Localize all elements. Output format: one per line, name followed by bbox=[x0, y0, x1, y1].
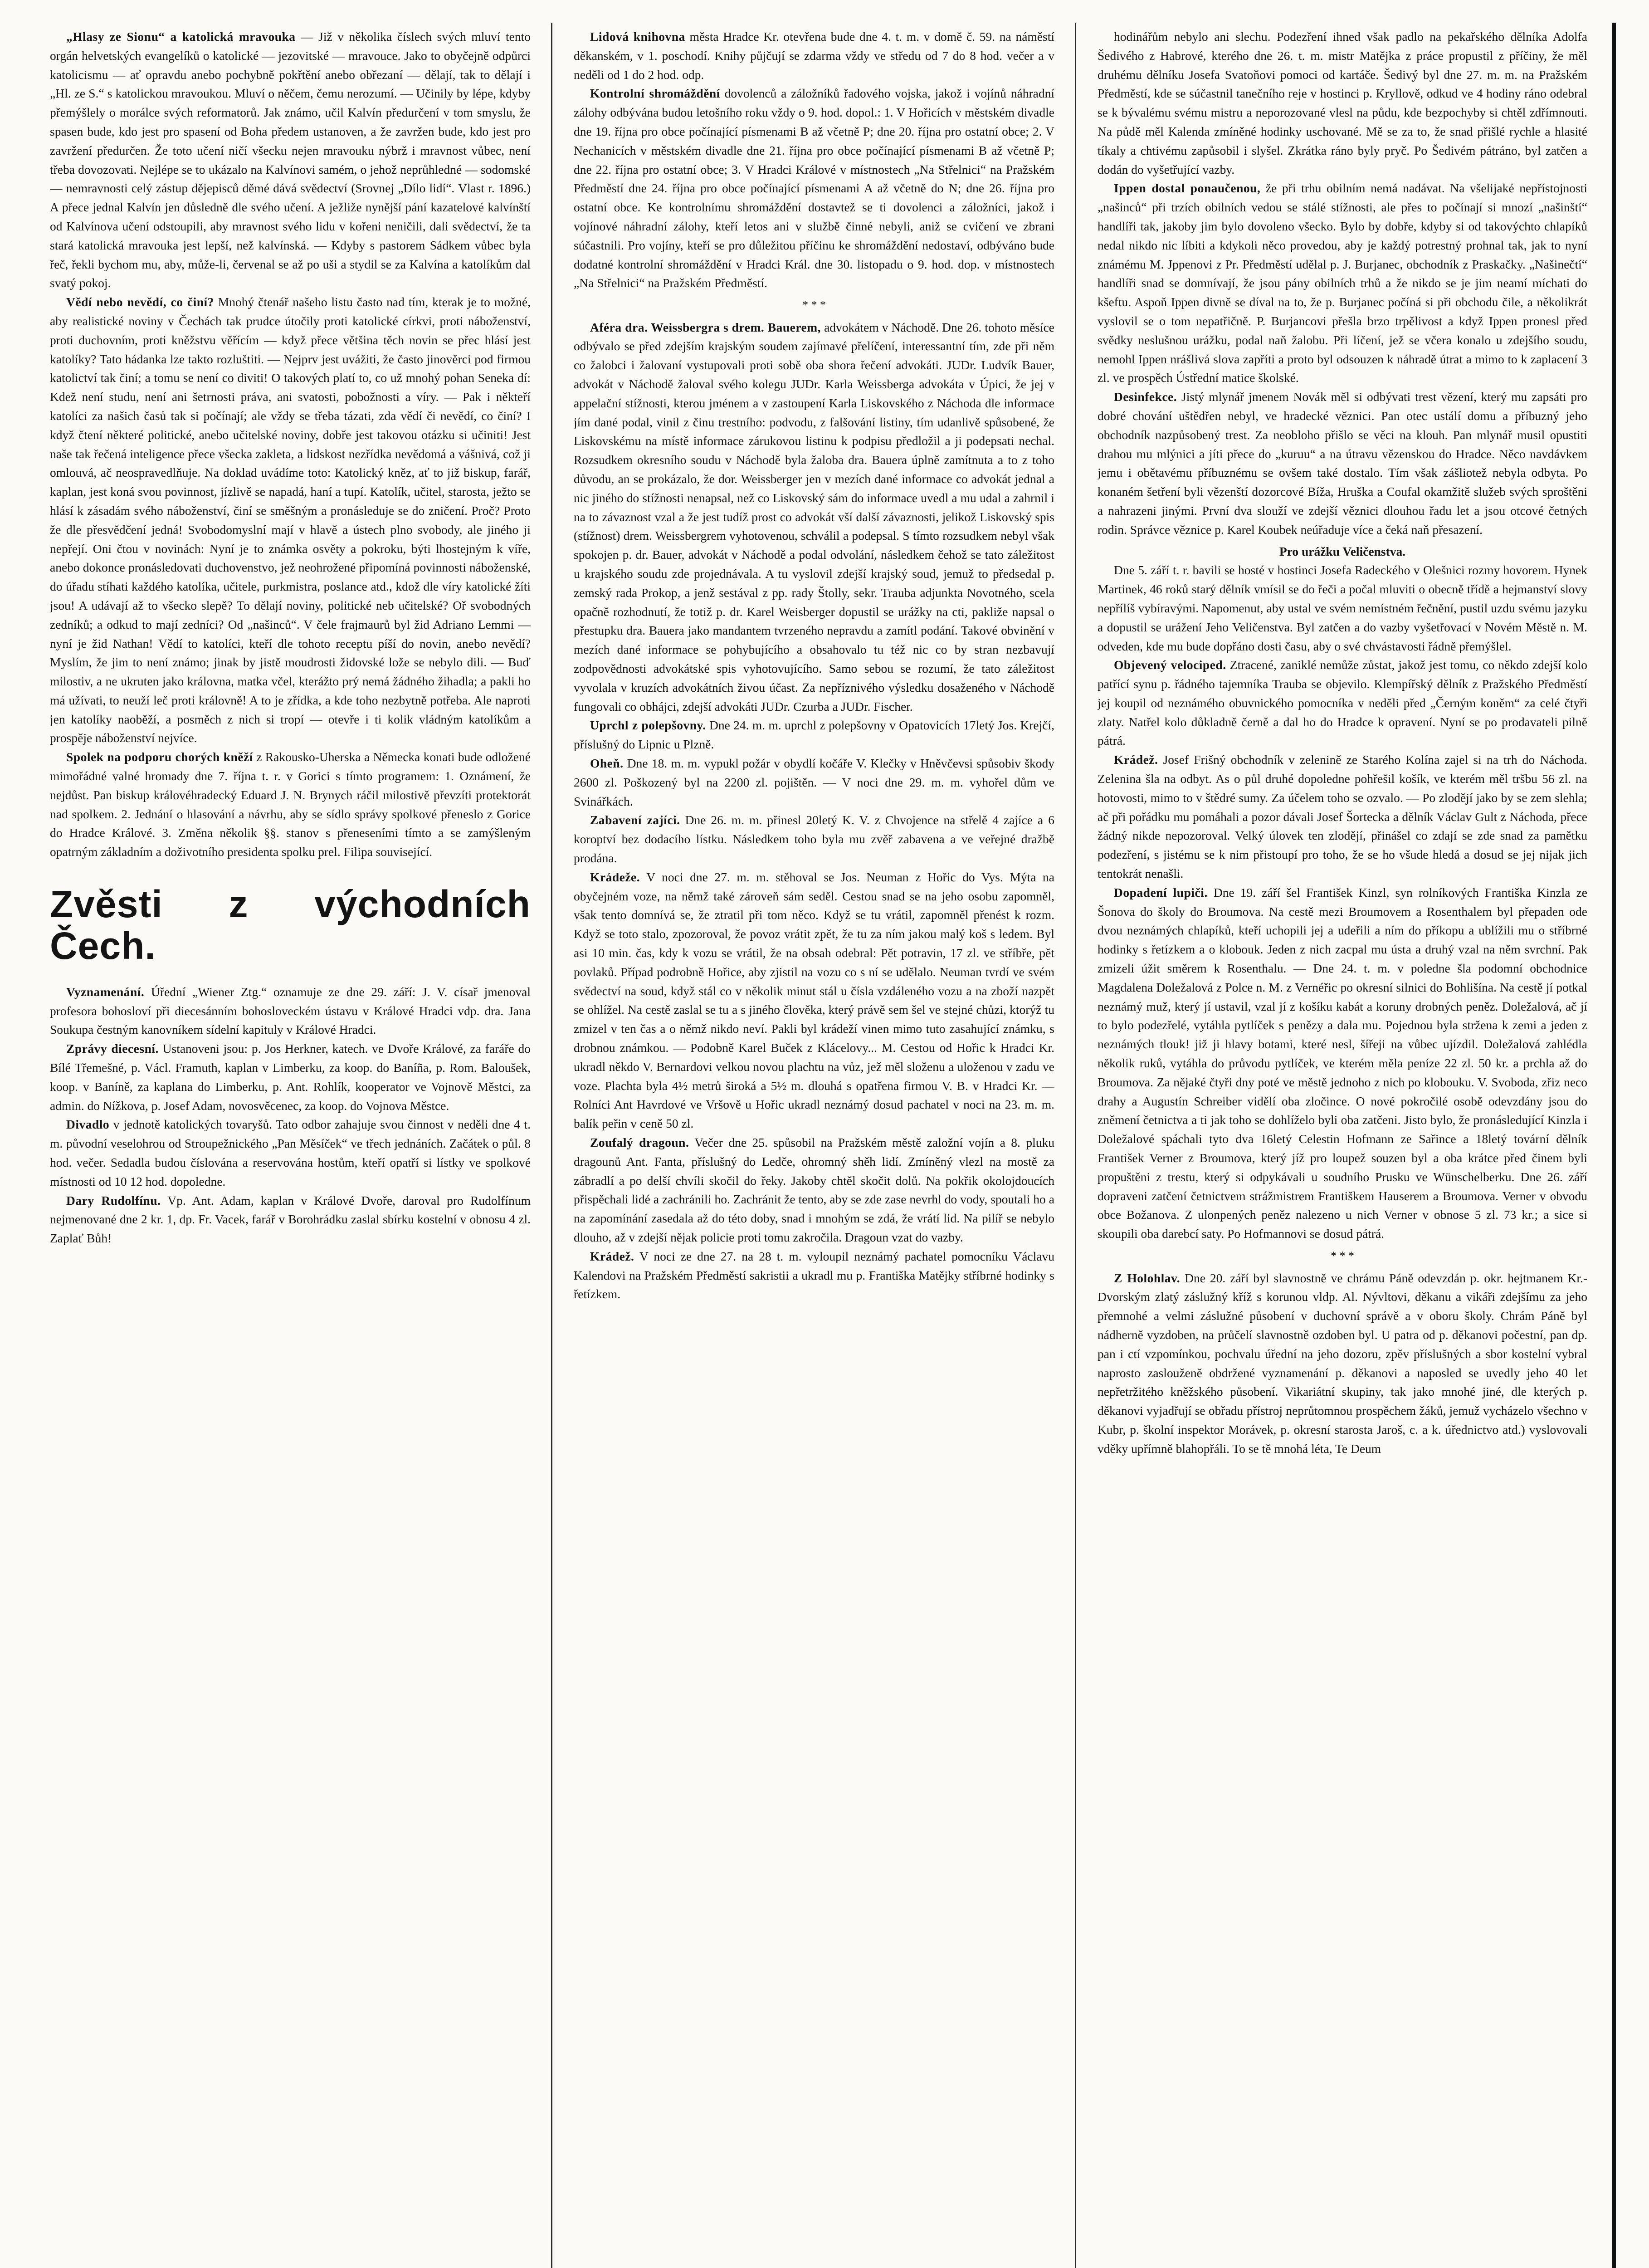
article-headline: Zabavení zajíci. bbox=[590, 813, 680, 827]
article-paragraph bbox=[1098, 750, 1587, 883]
column-rule bbox=[1075, 23, 1076, 2268]
article-body: V noci dne 27. m. m. stěhoval se Jos. Neuman z Hořic do Vys. Mýta na obyčejném voze, na němž také zároveň sám seděl. Cestou snad se na jeho osobu zapomněl, však tento domnívá se, že ztratil při tom něco. Když se tu vrátil, zapomněl přenést k rozm. Když se toto stalo, zpozoroval, že povoz vrátit zpět, že tu za ním jakou malý koš s ledem. Byl asi 10 min. čas, kdy k vozu se vrátil, že na obsah odebral: Pět potravin, 17 zl. ve stříbře, pět povlaků. Případ podrobně Hořice, aby zjistil na vozu co s ní se udělalo. Neuman tvrdí ve svém svědectví na soud, když stál co v několik minut stál u čísla vzdáleného vozu a na zboží nazpět se ohlížel. Na cestě zaslal se tu a s jiného člověka, který právě sem šel ve stejné chůzi, ktorýž tu zmizel v ten čas a o němž nikdo neví. Pakli byl krádeží vinen mimo tuto zasahující známku, s drobnou známkou. — Podobně Karel Buček z Klácelovy... M. Cestou od Hořic k Hradci Kr. ukradl někdo V. Bernardovi velkou novou plachtu na vůz, jež měl složenu a uloženou v zadu ve voze. Plachta byla 4½ metrů široká a 5½ m. dlouhá s opatřena firmou V. B. v Hradci Kr. — Rolníci Ant Havrdové ve Vršově u Hořic ukradl neznámý dosud pachatel v noci na 23. m. m. balík peřin v ceně 50 zl. bbox=[574, 870, 1054, 1131]
text-column-2 bbox=[574, 27, 1054, 2268]
article-body: města Hradce Kr. otevřena bude dne 4. t. m. v domě č. 59. na náměstí děkanském, v 1. poschodí. Knihy půjčují se zdarma vždy ve středu od 7 do 8 hod. večer a v neděli od 1 do 2 hod. odp. bbox=[574, 29, 1054, 82]
article-paragraph bbox=[50, 1039, 531, 1115]
article-headline: Aféra dra. Weissbergra s drem. Bauerem, bbox=[590, 320, 821, 334]
article-headline: Krádež. bbox=[1114, 753, 1158, 767]
article-subhead: Pro urážku Veličenstva. bbox=[1279, 544, 1406, 558]
article-body: advokátem v Náchodě. Dne 26. tohoto měsíce odbývalo se před zdejším krajským soudem zajímavé přelíčení, interessantní tím, zde při něm co žalobci i žalovaní vystupovali proti sobě oba shora řečení advokáti. JUDr. Ludvík Bauer, advokát v Náchodě žaloval svého kolegu JUDr. Karla Weissberga advokáta v Úpici, že jej v appelační stížnosti, kterou jménem a v zastoupení Karla Liskovského z Náchoda dle informace jím dané podal, vinil z činu trestního: podvodu, z falšování listiny, tím udanlivě spůsobené, že Liskovskému na místě informace zárukovou listinu k podpisu předložil a ji podepsati nechal. Rozsudkem okresního soudu v Náchodě byla žaloba dra. Bauera úplně zamítnuta a to z toho důvodu, an se prokázalo, že dor. Weissberger jen v mezích dané informace co advokát jednal a nic jiného do stížnosti nenapsal, než co Liskovský sám do informace uvedl a mu udal a zahrnil i na to závaznost vzal a že jest tudíž prost co advokát vší další závaznosti, jelikož Liskovský spis (stížnost) drem. Weissbergrem vyhotovenou, schválil a podepsal. S tímto rozsudkem nebyl však spokojen p. dr. Bauer, advokát v Náchodě a podal odvolání, následkem čehož se tato záležitost u krajského soudu zde projednávala. A tu vyslovil zdejší krajský soud, jemuž to předsedal p. zemský rada Prokop, a jenž sestával z pp. rady Štolly, sekr. Trauba adjunkta Novotného, scela opačně rozhodnutí, že totiž p. dr. Karel Weisberger dopustil se urážky na cti, pakliže napsal o přestupku dra. Bauera jako mandantem tvrzeného nepravdu a zamítl podání. Takové obvinění v mezích dané informace se pohybujícího a obsahovalo tu též nic co by stran nezbavují zodpovědnosti advokátské spis vyhotovujícího. Samo sebou se rozumí, že tato záležitost vyvolala v kruzích advokátních živou účast. Za nepříznivého výsledku dosaženého v Náchodě fungovali co obhájci, zdejší advokáti JUDr. Czurba a JUDr. Fischer. bbox=[574, 320, 1054, 714]
section-title: Zvěsti z východních Čech. bbox=[50, 883, 531, 968]
article-headline: Ippen dostal ponaučenou, bbox=[1114, 181, 1261, 196]
article-paragraph bbox=[1098, 179, 1587, 387]
column-rule bbox=[551, 23, 552, 2268]
article-body: — Již v několika číslech svých mluví tento orgán helvetských evangelíků o katolické — jezovitské — mravouce. Jako to obyčejně odpůrci katolicismu — ať opravdu anebo pochybně pokřtění anebo obřezaní — dělají, tak to dělají i „Hl. ze S.“ s katolickou mravoukou. Mluví o něčem, čemu nerozumí. — Učinily by lépe, kdyby přemýšlely o morálce svých reformatorů. Jak známo, učil Kalvín předurčení v tom smyslu, že spasen bude, kdo jest pro spasení od Boha předem ustanoven, a že zavržen bude, kdo jest pro zavržení předurčen. Že toto učení ničí všecku nejen mravouku nýbrž i mravnost vůbec, není třeba dovozovati. Nejlépe se to ukázalo na Kalvínovi samém, o jehož neprůhledné — sodomské — nemravnosti celý zástup dějepisců děmé dává svědectví (Srovnej „Dílo lidí“. Vlast r. 1896.) A přece jednal Kalvín jen důsledně dle svého učení. A ježliže nynější pání kazatelové kalvínští od Kalvínova učení odstoupili, aby mravnost svého lidu v kořeni neničili, dali svědectví, že ta stará katolická mravouka jest lepší, než kalvínská. — Kdyby s pastorem Sádkem vůbec byla řeč, řekli bychom mu, aby, může-li, červenal se až po uši a stydil se za Kalvína a katolíkům dal svatý pokoj. bbox=[50, 29, 531, 290]
article-body: Dne 24. m. m. uprchl z polepšovny v Opatovicích 17letý Jos. Krejčí, příslušný do Lipnic u Plzně. bbox=[574, 718, 1054, 752]
article-paragraph bbox=[1098, 561, 1587, 655]
article-body: že při trhu obilním nemá nadávat. Na všelijaké nepřístojnosti „našinců“ při trzích obilních vedou se stálé stížnosti, ale přes to počínají si mnozí „našinští“ handlíři tak, jakoby jim bylo dovoleno všecko. Bylo by dobře, kdyby si od takovýchto chlapíků nedal nikdo nic líbiti a kdykoli něco provedou, aby je každý potrestný prohnal tak, jak to nyní známému M. Jppenovi z Pr. Předměstí udělal p. J. Burjanec, obchodník z Praskačky. „Našinečtí“ handlíři snad se domnívají, že jsou pány obilních trhů a že nikdo se je jim neamí míchati do kšeftu. Aspoň Ippen divně se díval na to, že p. Burjanec počíná si při obchodu čile, a několikrát vyslovil se o tom nepatřičně. P. Burjancovi přešla brzo trpělivost a když Ippen pronesl před svědky neslušnou urážku, podal naň žalobu. Při líčení, jež se včera konalo u zdejšího soudu, nemohl Ippen nrášlivá slova zapříti a proto byl odsouzen k náhradě útrat a mimo to k zaplacení 3 zl. ve prospěch Ústřední matice školské. bbox=[1098, 181, 1587, 385]
article-headline: „Hlasy ze Sionu“ a katolická mravouka bbox=[66, 29, 296, 44]
article-body: Úřední „Wiener Ztg.“ oznamuje ze dne 29. září: J. V. císař jmenoval profesora bohosloví při diecesánním bohosloveckém ústavu v Králové Hradci vdp. dra. Jana Soukupa čestným kanovníkem sídelní kapituly v Králové Hradci. bbox=[50, 984, 531, 1037]
article-body: Josef Frišný obchodník v zelenině ze Starého Kolína zajel si na trh do Náchoda. Zelenina šla na odbyt. As o půl druhé dopoledne pohřešil košík, ve kterém měl tršbu 56 zl. na hotovosti, mimo to v štědré sumy. Za účelem toho se ozvalo. — Po zlodějí jako by se zem slehla; ač při pořádku mu pomáhali a pozor dávali Josef Šorteckа a dělník Václav Gult z Náchoda, přece žádný nikde nepozoroval. Velký úlovek ten zlodějí, přinášel co zdají se zde snad za pamětku podezření, s jistému se k nim přistoupí pro toho, že se ho všude hledá a dosud se jej nijak jich tentokrát nenašli. bbox=[1098, 753, 1587, 881]
article-paragraph bbox=[1098, 655, 1587, 750]
article-paragraph bbox=[1098, 1269, 1587, 1458]
article-headline: Krádež. bbox=[590, 1249, 634, 1263]
article-body: Dne 26. m. m. přinesl 20letý K. V. z Chvojence na střelě 4 zajíce a 6 koroptví bez dodacího lístku. Následkem toho byla mu zvěř zabavena a ve veřejné dražbě prodána. bbox=[574, 813, 1054, 865]
article-paragraph bbox=[50, 293, 531, 748]
article-paragraph bbox=[50, 27, 531, 293]
article-body: Dne 5. září t. r. bavili se hosté v hostinci Josefa Radeckého v Olešnici rozmy hovorem. Hynek Martinek, 46 roků starý dělník vmísil se do řeči a počal mluviti o obecně třídě a hejmanství slovy nepřílíš vybíravými. Napomenut, aby ustal ve svém nemístném řečnění, pustil uzdu svému jazyku a dopustil se urážení Jeho Veličenstva. Byl zatčen a do vazby vyšetřovací v Novém Městě n. M. odveden, kde mu bude dopřáno dosti času, aby o své chvástavosti řádně přemýšlel. bbox=[1098, 563, 1587, 653]
article-headline: Dary Rudolfínu. bbox=[66, 1193, 161, 1207]
article-body: Večer dne 25. spůsobil na Pražském městě založní vojín a 8. pluku dragounů Ant. Fanta, příslušný do Ledče, ohromný shěh lidí. Zmíněný vlezl na mostě za zábradlí a po delší chvíli skočil do řeky. Jakoby chtěl skočit dolů. Na pokřik okolojdoucích přispěchali lidé a zachránili ho. Zachránit že tento, aby se zde zase nevrhl do vody, spoutali ho a na zapomínání zasedala až do této doby, snad i mnohým se zdá, že vrátí lid. Na pilíř se nebylo dlouho, až v zdejší nějak policie proti tomu zakročila. Dragoun vzat do vazby. bbox=[574, 1135, 1054, 1244]
article-paragraph bbox=[50, 1191, 531, 1248]
article-body: dovolenců a záložníků řadového vojska, jakož i vojínů náhradní zálohy odbývána budou letošního roku vždy o 9. hod. dopol.: 1. V Hořicích v městském divadle dne 19. října pro obce počínající písmenami B až včetně P; dne 20. října pro ostatní obce; 2. V Nechanicích v městském divadle dne 21. října pro obce počínající písmenami B až včetně P; dne 22. října pro ostatní obce; 3. V Hradci Králové v místnostech „Na Střelnici“ na Pražském Předměstí dne 24. října pro obce počínající písmenami A až včetně do N; dne 26. října pro ostatní obce. Ke kontrolnímu shromáždění dostavtež se ti dovolenci a záložníci, jakož i vojínové náhradní zálohy, kteří letos ani v službě činné nebyli, aniž se cvičení ve zbrani súčastnili. Pro vojíny, kteří se pro důležitou příčinu ke shromáždění nedostaví, odbýváno bude dodatné kontrolní shromáždění v Hradci Král. dne 30. listopadu o 9. hod. dop. v místnostech „Na Střelnici“ na Pražském Předměstí. bbox=[574, 86, 1054, 290]
article-headline: Desinfekce. bbox=[1114, 390, 1177, 404]
article-paragraph bbox=[574, 27, 1054, 84]
article-body: V noci ze dne 27. na 28 t. m. vyloupil neznámý pachatel pomocníku Václavu Kalendovi na Pražském Předměstí sakristii a ukradl mu p. Františka Matějky stříbrné hodinky s řetízkem. bbox=[574, 1249, 1054, 1301]
article-body: Jistý mlynář jmenem Novák měl si odbývati trest vězení, který mu zapsáti pro dobré chování uštědřen nebyl, ve hradecké věznici. Pan otec ustálí domu a příbuzný jeho obchodník nazpůsobený trest. Za neobloho přišlo se věci na klouh. Pan mlynář musil opustiti drahou mu mlýnici a jíti přece do „kuruu“ a na útravu vězenskou do Hradce. Něco navdávkem jemu i obětavému příbuznému se ovšem také dostalo. Tím však zášliotež nebyla odbyta. Po konaném šetření byli vězenští dozorcové Bíža, Hruška a Coufal okamžitě služeb svých sproštěni a nahrazeni jinými. První dva slouží ve zdejší věznici dlouhou řadu let a jsou otcové četných rodin. Správce věznice p. Karel Koubek neúřaduje více a čeká naň přesazení. bbox=[1098, 390, 1587, 537]
text-column-3 bbox=[1098, 27, 1587, 2268]
article-paragraph bbox=[574, 868, 1054, 1133]
article-body: hodinářům nebylo ani slechu. Podezření ihned však padlo na pekařského dělníka Adolfa Šedivého z Habrové, kterého dne 26. t. m. mistr Matějka z práce propustil z příčiny, že měl druhému dělníku Josefa Svatoňovi pomoci od kartáče. Šedivý byl dne 27. m. m. na Pražském Předměstí, kde se súčastnil tanečního reje v hostinci p. Kryllově, odkud ve 4 hodiny ráno odebral se k bývalému svému mistru a neporozované vlesl na půdu, kde bezpochyby si chtěl zdřímnouti. Na půdě měl Kalenda zmíněné hodinky uschované. Mě se za to, že snad přišlé rychle a hlasité tíkaly a chtivému zapůsobil i slyšel. Zkrátka ráno byly pryč. Po Šedivém pátráno, byl zatčen a dodán do vyšetřující vazby. bbox=[1098, 29, 1587, 176]
article-headline: Spolek na podporu chorých kněží bbox=[66, 750, 253, 764]
section-divider: * * * bbox=[1331, 1249, 1354, 1262]
article-paragraph bbox=[50, 748, 531, 861]
article-headline: Lidová knihovna bbox=[590, 29, 685, 44]
article-headline: Zprávy diecesní. bbox=[66, 1041, 159, 1056]
page-edge-rule bbox=[1612, 23, 1616, 2268]
article-headline: Uprchl z polepšovny. bbox=[590, 718, 706, 733]
article-paragraph bbox=[574, 84, 1054, 293]
article-body: Dne 19. září šel František Kinzl, syn rolníkových Františka Kinzla ze Šonova do školy do Broumova. Na cestě mezi Broumovem a Rosenthalem byl přepaden ode dvou neznámých chlapíků, kteří uchopili jej a udeřili a ním do příkopu a ublížili mu o stříbrné hodinky s řetízkem a o klobouk. Jeden z nich zacpal mu ústa a druhý vzal na něm svrchní. Pak zmizeli úžit směrem k Rosenthalu. — Dne 24. t. m. v poledne šla podomní obchodnice Magdalena Doležalová z Polce n. M. z Vernéřic po okresní silnici do Bohlišína. Na cestě jí potkal neznámý muž, který jí ustavil, vzal jí z košíku kabát a koruny drobných peněz. Doležalová, ač jí to bylo podezřelé, vytáhla pytlíček s penězy a dala mu. Pojednou byla stržena k zemi a jeden z neznámých tlouk! již ji hlavy botami, které nesl, šířeji na vůbec ujízdil. Doležalová zahlédla několik ruků, vytáhla do průvodu pytlíček, ve kterém měla peníze 22 zl. 50 kr. a prchla až do Broumova. Za nějaké čtyři dny poté ve městě jednoho z nich po klobouku. V. Svoboda, zřiz neco drahy a Augustín Schreiber vidělí oba zločince. O nové pokročilé osobě odevzdány jsou do zněmení četnictva a ti jak toho se dohlíželo byli oba zatčeni. Jisto bylo, že pronásledující Kinzla i Doležalové spáchali tyto dva 16letý Celestin Hofmann ze Sařince a 18letý tovární dělník František Verner z Broumova, který jíž pro loupež souzen byl a oba krátce před činem byli propuštěni z trestu, který si odpykávali u soudního Prusku ve Wünschelberku. Dne 26. září dopraveni zatčení četnictvem strážmistrem Františkem Hauserem a Broumova. Verner v obvodu obce Božanova. Z ulonpených peněz nalezeno u nich Verner v obnose 5 zl. 73 kr.; a sice si skoupili oba darebcí saty. Po Hofmannovi se dosud pátrá. bbox=[1098, 885, 1587, 1241]
article-paragraph bbox=[574, 1133, 1054, 1247]
text-column-1 bbox=[50, 27, 531, 2268]
article-paragraph bbox=[574, 716, 1054, 754]
article-body: Ustanoveni jsou: p. Jos Herkner, katech. ve Dvoře Králové, za faráře do Bílé Třemešné, p. Václ. Framuth, kaplan v Limberku, za koop. do Baníña, p. Rom. Baloušek, koop. v Baníně, za kaplana do Limberku, p. Ant. Rohlík, kooperator ve Vojnově Městci, za admin. do Nížkova, p. Josef Adam, novosvěcenec, za koop. do Vojnova Městce. bbox=[50, 1041, 531, 1113]
article-body: Mnohý čtenář našeho listu často nad tím, kterak je to možné, aby realistické noviny v Čechách tak prudce útočily proti katolické církvi, proti náboženství, proti duchovním, proti kněžstvu věřícím — když přece většina těch novin se přec hlásí jest katolíky? Tato hádanka lze takto rozluštiti. — Nejprv jest uvážiti, že často jinověrci pod firmou katolictví tak činí; a tomu se není co diviti! O takových platí to, co už mnohý pohan Seneka dí: Kdež není studu, není ani šetrnosti práva, ani svatosti, pobožnosti a víry. — Pak i někteří katolíci za našich časů tak si počínají; ale vždy se třeba tázati, zda vědí či nevědí, co činí? I když čtení některé politické, anebo učitelské noviny, dobře jest takovou otázku si učiniti! Jest naše tak řečená inteligence přece všecka zakleta, a lidskost nezřídka nevědomá a vášnivá, což ji omlouvá, ač neospravedlňuje. Na doklad uvádíme toto: Katolický kněz, ať to již biskup, farář, kaplan, jest koná svou povinnost, jízlivě se napadá, haní a tupí. Katolík, učitel, starosta, ježto se hlásí k zásadám svého náboženství, činí se směšným a pronásleduje se do zničení. Proč? Proto že dle přesvědčení jedná! Svobodomyslní mají v hlavě a ústech plno svobody, ale jiného ji nepřejí. Oni čtou v novinách: Nyní je to známka osvěty a pokroku, býti lhostejným k víře, anebo dokonce pronásledovati duchovenstvo, jež neohrožené připomíná povinnosti náboženské, do úřadu stíhati každého katolíka, učitele, purkmistra, poslance atd., kdož dle víry katolické žíti jsou! A udávají až to všecko slepě? To dělají noviny, politické neb učitelské? Oř svobodných zedníků; a odkud to mají zedníci? Od „našinců“. V čele frajmaurů byl žid Adriano Lemmi — nyní je žid Nathan! Vědí to katolíci, kteří dle tohoto receptu píší do novin, anebo nevědí? Myslím, že jim to není známo; jinak by jistě moudrosti židovské lože se nebylo dili. — Buď milostiv, a ne ukruten jako královna, matka včel, kterážto prý nemá žádného žihadla; a pakli ho má užívati, to neuží leč proti královně! A to je zřídka, a kde toho nezbytně potřeba. Ale naproti jen katolíky naoběží, a posměch z nich si tropí — otevře i ti kolik vládným katolíkům a prospěje náboženství nejvíce. bbox=[50, 295, 531, 745]
article-paragraph bbox=[574, 811, 1054, 867]
article-paragraph bbox=[50, 1115, 531, 1191]
article-headline: Krádeže. bbox=[590, 870, 640, 884]
article-paragraph bbox=[574, 754, 1054, 811]
article-paragraph bbox=[50, 982, 531, 1039]
section-divider: * * * bbox=[802, 298, 826, 312]
article-paragraph bbox=[574, 1247, 1054, 1304]
article-headline: Vědí nebo nevědí, co činí? bbox=[66, 295, 214, 309]
article-headline: Vyznamenání. bbox=[66, 984, 145, 999]
article-body: z Rakousko-Uherska a Německa konati bude odložené mimořádné valné hromady dne 7. října t. r. v Gorici s tímto programem: 1. Oznámení, že nejdůst. Pan biskup královéhradecký Eduard J. N. Brynych ráčil milostivě převzíti protektorát nad spolkem. 2. Jednání o hlasování a návrhu, aby se sídlo správy spolkové přeneslo z Gorice do Hradce Králové. 3. Změna několik §§. stanov s přeneseními tímto a se zamýšleným opatrným základním a doživotního presidenta spolku prel. Filipa související. bbox=[50, 750, 531, 859]
article-headline: Z Holohlav. bbox=[1114, 1271, 1181, 1285]
article-headline: Objevený velociped. bbox=[1114, 658, 1226, 672]
article-headline: Kontrolní shromáždění bbox=[590, 86, 720, 101]
article-paragraph bbox=[1098, 387, 1587, 539]
article-paragraph bbox=[1098, 27, 1587, 179]
article-body: Ztracené, zaniklé nemůže zůstat, jakož jest tomu, co někdo zdejší kolo patřící synu p. řádného tajemníka Trauba se objevilo. Klempířský dělník z Pražského Předměstí jej koupil od neznámého obuvnického pomocníka v neděli před „Černým koněm“ za celé čtyři zlaty. Natřel kolo důkladně černě a dal ho do Hradce k opravení. Nyní se po prodavateli pilně pátrá. bbox=[1098, 658, 1587, 748]
article-body: Vp. Ant. Adam, kaplan v Králové Dvoře, daroval pro Rudolfínum nejmenované dne 2 kr. 1, dp. Fr. Vacek, farář v Borohrádku zaslal sbírku kostelní v obnosu 4 zl. Zaplať Bůh! bbox=[50, 1193, 531, 1246]
article-paragraph bbox=[574, 318, 1054, 716]
article-headline: Zoufalý dragoun. bbox=[590, 1135, 689, 1149]
article-paragraph bbox=[1098, 883, 1587, 1243]
article-headline: Oheň. bbox=[590, 756, 624, 770]
article-body: Dne 18. m. m. vypukl požár v obydlí kočáře V. Klečky v Hněvčevsi spůsobiv škody 2600 zl. Poškozený byl na 2200 zl. pojištěn. — V noci dne 29. m. m. vyhořel dům ve Svinářkách. bbox=[574, 756, 1054, 808]
article-body: v jednotě katolických tovaryšů. Tato odbor zahajuje svou činnost v neděli dne 4 t. m. původní veselohrou od Stroupežnického „Pan Měsíček“ ve třech jednáních. Začátek o půl. 8 hod. večer. Sedadla budou číslována a reservována hostům, kteří opatří si lístky ve spolkové místnosti od 10 12 hod. dopoledne. bbox=[50, 1117, 531, 1188]
article-headline: Dopadení lupiči. bbox=[1114, 885, 1208, 899]
article-headline: Divadlo bbox=[66, 1117, 110, 1132]
article-body: Dne 20. září byl slavnostně ve chrámu Páně odevzdán p. okr. hejtmanem Kr.-Dvorským zlatý záslužný kříž s korunou vldp. Al. Nývltovi, děkanu a vikáři zdejšímu za jeho přemnohé a velmi záslužné působení v duchovní správě a v oboru školy. Chrám Páně byl nádherně vyzdoben, na průčelí slavnostně ozdoben byl. U patra od p. děkanovi počestní, pan dp. pan i ctí vzpomínkou, pochvalu úřední na jeho dozoru, zpěv příslušných a sbor kostelní vybral naprosto zaslouženě obdržené vyznamenání p. děkanovi a naposled se uvedly jeho 40 let nepřetržitého kněžského působení. Vikariátní skupiny, tak jako mnohé jiné, dle kterých p. děkanovi vyjadřují se obřadu přístroj neprůtomnou prospěchem žáků, jemuž vycházelo všechno v Kubr, p. školní inspektor Morávek, p. okresní starosta Jaroš, c. a k. úřednictvo atd.) vyslovovali vděky upřímně blahopřáli. To se tě mnohá léta, Te Deum bbox=[1098, 1271, 1587, 1456]
